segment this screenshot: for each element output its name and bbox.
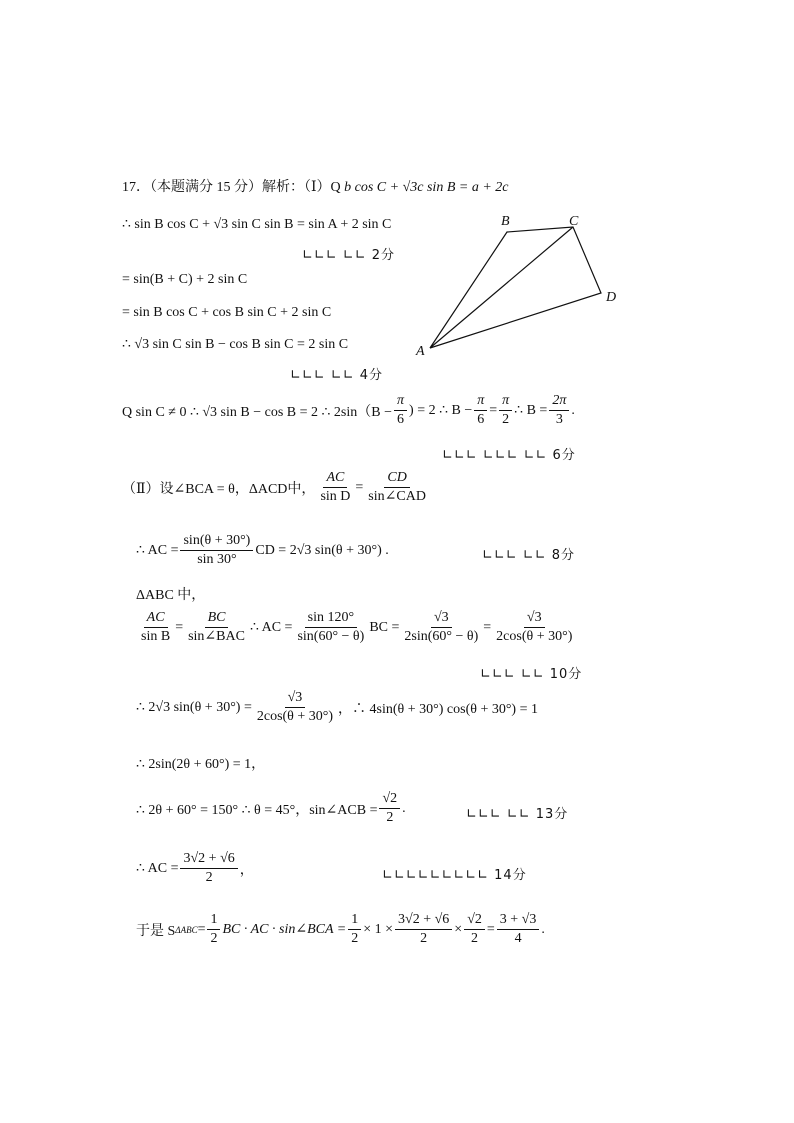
- quadrilateral-outline: [430, 227, 601, 348]
- score-4: ∟∟∟ ∟∟ 4分: [290, 368, 383, 383]
- fraction-sin-over-sin30: [180, 533, 253, 568]
- fraction-ac-value-2: [395, 912, 452, 947]
- fraction-numerator: π: [474, 393, 487, 411]
- score-8: ∟∟∟ ∟∟ 8分: [482, 548, 575, 563]
- fraction-denominator: 2cos(θ + 30°): [256, 709, 334, 725]
- part1-line2: = sin(B + C) + 2 sin C: [122, 272, 248, 287]
- score-6: ∟∟∟ ∟∟∟ ∟∟ 6分: [442, 448, 576, 463]
- fraction-denominator: 6: [477, 412, 485, 428]
- fraction-denominator: 2: [386, 810, 394, 826]
- part2-line7-a: ∴ 2θ + 60° = 150° ∴ θ = 45°，sin∠ACB =: [136, 802, 378, 818]
- fraction-pi-2: [499, 393, 512, 428]
- fraction-denominator: 4: [514, 931, 522, 947]
- score-13: ∟∟∟ ∟∟ 13分: [466, 807, 569, 822]
- fraction-bc-sinbac: [185, 610, 248, 645]
- fraction-denominator: 2sin(60° − θ): [404, 629, 479, 645]
- fraction-half-1: [207, 912, 220, 947]
- area-subscript: ΔABC: [175, 924, 198, 935]
- fraction-numerator: √2: [379, 791, 400, 809]
- period: .: [571, 402, 575, 418]
- score-10: ∟∟∟ ∟∟ 10分: [480, 667, 583, 682]
- fraction-numerator: π: [394, 393, 407, 411]
- fraction-denominator: 6: [397, 412, 405, 428]
- fraction-denominator: sin B: [141, 629, 171, 645]
- part2-line2: [136, 533, 389, 568]
- part2-line5-a: ∴ 2√3 sin(θ + 30°) =: [136, 700, 252, 716]
- part2-line8-a: ∴ AC =: [136, 861, 179, 877]
- part2-line7: [136, 791, 406, 826]
- equals-sign: =: [175, 619, 184, 635]
- fraction-half-2: [348, 912, 361, 947]
- fraction-numerator: π: [499, 393, 512, 411]
- period: .: [541, 921, 545, 937]
- fraction-numerator: 3√2 + √6: [395, 912, 452, 930]
- fraction-numerator: 3√2 + √6: [180, 851, 237, 869]
- problem-header: [122, 176, 508, 196]
- part2-line9-a: 于是 S: [136, 923, 176, 939]
- fraction-denominator: 2: [210, 931, 218, 947]
- diagonal-ac: [430, 227, 573, 348]
- fraction-numerator: sin 120°: [305, 610, 357, 628]
- fraction-denominator: sin∠CAD: [368, 489, 426, 505]
- fraction-numerator: 1: [348, 912, 361, 930]
- fraction-final-area: [497, 912, 540, 947]
- part1-line1: ∴ sin B cos C + √3 sin C sin B = sin A + 2 sin C: [122, 217, 392, 232]
- times-sign: ×: [454, 921, 463, 937]
- part2-line9-c: BC · AC · sin∠BCA =: [222, 922, 347, 938]
- fraction-numerator: BC: [205, 610, 229, 628]
- fraction-root3-over-sin: [401, 610, 481, 645]
- fraction-ac-sinb: [138, 610, 173, 645]
- fraction-numerator: CD: [384, 470, 409, 488]
- fraction-2pi-3: [549, 393, 569, 428]
- fraction-root2-over-2: [379, 791, 400, 826]
- part2-line5: [136, 690, 538, 725]
- fraction-numerator: 2π: [549, 393, 569, 411]
- fraction-numerator: √3: [285, 690, 306, 708]
- part2-line4-b: BC =: [369, 619, 400, 635]
- fraction-denominator: sin∠BAC: [188, 629, 245, 645]
- label-a: A: [416, 344, 425, 359]
- fraction-root3-over-cos: [493, 610, 575, 645]
- equals-sign: =: [486, 921, 495, 937]
- fraction-numerator: AC: [323, 470, 347, 488]
- fraction-ac-sind: [317, 470, 353, 505]
- part2-line4-a: ∴ AC =: [249, 620, 293, 636]
- fraction-denominator: sin D: [320, 489, 351, 505]
- fraction-denominator: 2: [351, 931, 359, 947]
- part2-line1: [122, 470, 431, 505]
- fraction-pi-6: [394, 393, 407, 428]
- equals-sign: =: [355, 479, 364, 495]
- problem-header-text: 17．（本题满分 15 分）解析：（Ⅰ）Q: [122, 180, 341, 195]
- fraction-numerator: 3 + √3: [497, 912, 540, 930]
- part2-line9-b: =: [197, 921, 206, 937]
- part1-line5: [122, 393, 575, 428]
- fraction-root3-over-2cos: [254, 690, 336, 725]
- fraction-denominator: 2: [471, 931, 479, 947]
- fraction-cd-sincad: [365, 470, 429, 505]
- score-14: ∟∟∟∟∟∟∟∟∟ 14分: [382, 868, 527, 883]
- label-c: C: [569, 214, 579, 229]
- part1-line4: ∴ √3 sin C sin B − cos B sin C = 2 sin C: [122, 337, 349, 352]
- part1-line5-a: Q sin C ≠ 0 ∴ √3 sin B − cos B = 2 ∴ 2sin（B −: [122, 404, 393, 420]
- part2-line9: [136, 912, 545, 947]
- part1-line5-b: ) = 2 ∴ B −: [409, 403, 473, 419]
- part2-line9-d: × 1 ×: [363, 921, 394, 937]
- score-2: ∟∟∟ ∟∟ 2分: [302, 248, 395, 263]
- given-equation: b cos C + √3c sin B = a + 2c: [344, 180, 509, 195]
- fraction-denominator: sin 30°: [197, 552, 237, 568]
- part2-line2-a: ∴ AC =: [136, 543, 179, 559]
- fraction-numerator: √2: [464, 912, 485, 930]
- fraction-denominator: 2: [420, 931, 428, 947]
- fraction-numerator: sin(θ + 30°): [180, 533, 253, 551]
- fraction-numerator: √3: [524, 610, 545, 628]
- fraction-denominator: 2: [502, 412, 510, 428]
- fraction-ac-value: [180, 851, 237, 886]
- fraction-root2-over-2b: [464, 912, 485, 947]
- part2-line4: [136, 610, 577, 645]
- fraction-denominator: 3: [555, 412, 563, 428]
- part2-line3: ΔABC 中，: [136, 588, 206, 603]
- part1-line5-c: ∴ B =: [514, 403, 548, 419]
- part2-line8: [136, 851, 254, 886]
- part1-line3: = sin B cos C + cos B sin C + 2 sin C: [122, 305, 332, 320]
- fraction-denominator: 2: [205, 870, 213, 886]
- label-d: D: [606, 290, 617, 305]
- fraction-pi-6b: [474, 393, 487, 428]
- comma: ，: [239, 862, 254, 878]
- equals-sign: =: [489, 402, 498, 418]
- quadrilateral-figure: [410, 205, 625, 360]
- fraction-numerator: 1: [207, 912, 220, 930]
- fraction-numerator: AC: [144, 610, 168, 628]
- fraction-sin120: [294, 610, 367, 645]
- part2-line2-b: CD = 2√3 sin(θ + 30°) .: [255, 542, 389, 558]
- fraction-denominator: 2cos(θ + 30°): [496, 629, 573, 645]
- period: .: [402, 800, 406, 816]
- part2-line6: ∴ 2sin(2θ + 60°) = 1，: [136, 757, 266, 772]
- label-b: B: [501, 214, 510, 229]
- equals-sign: =: [483, 619, 492, 635]
- fraction-denominator: sin(60° − θ): [297, 629, 365, 645]
- part2-line5-b: ，∴ 4sin(θ + 30°) cos(θ + 30°) = 1: [338, 701, 538, 717]
- part2-line1-a: （Ⅱ）设∠BCA = θ，ΔACD中，: [122, 481, 316, 497]
- fraction-numerator: √3: [431, 610, 452, 628]
